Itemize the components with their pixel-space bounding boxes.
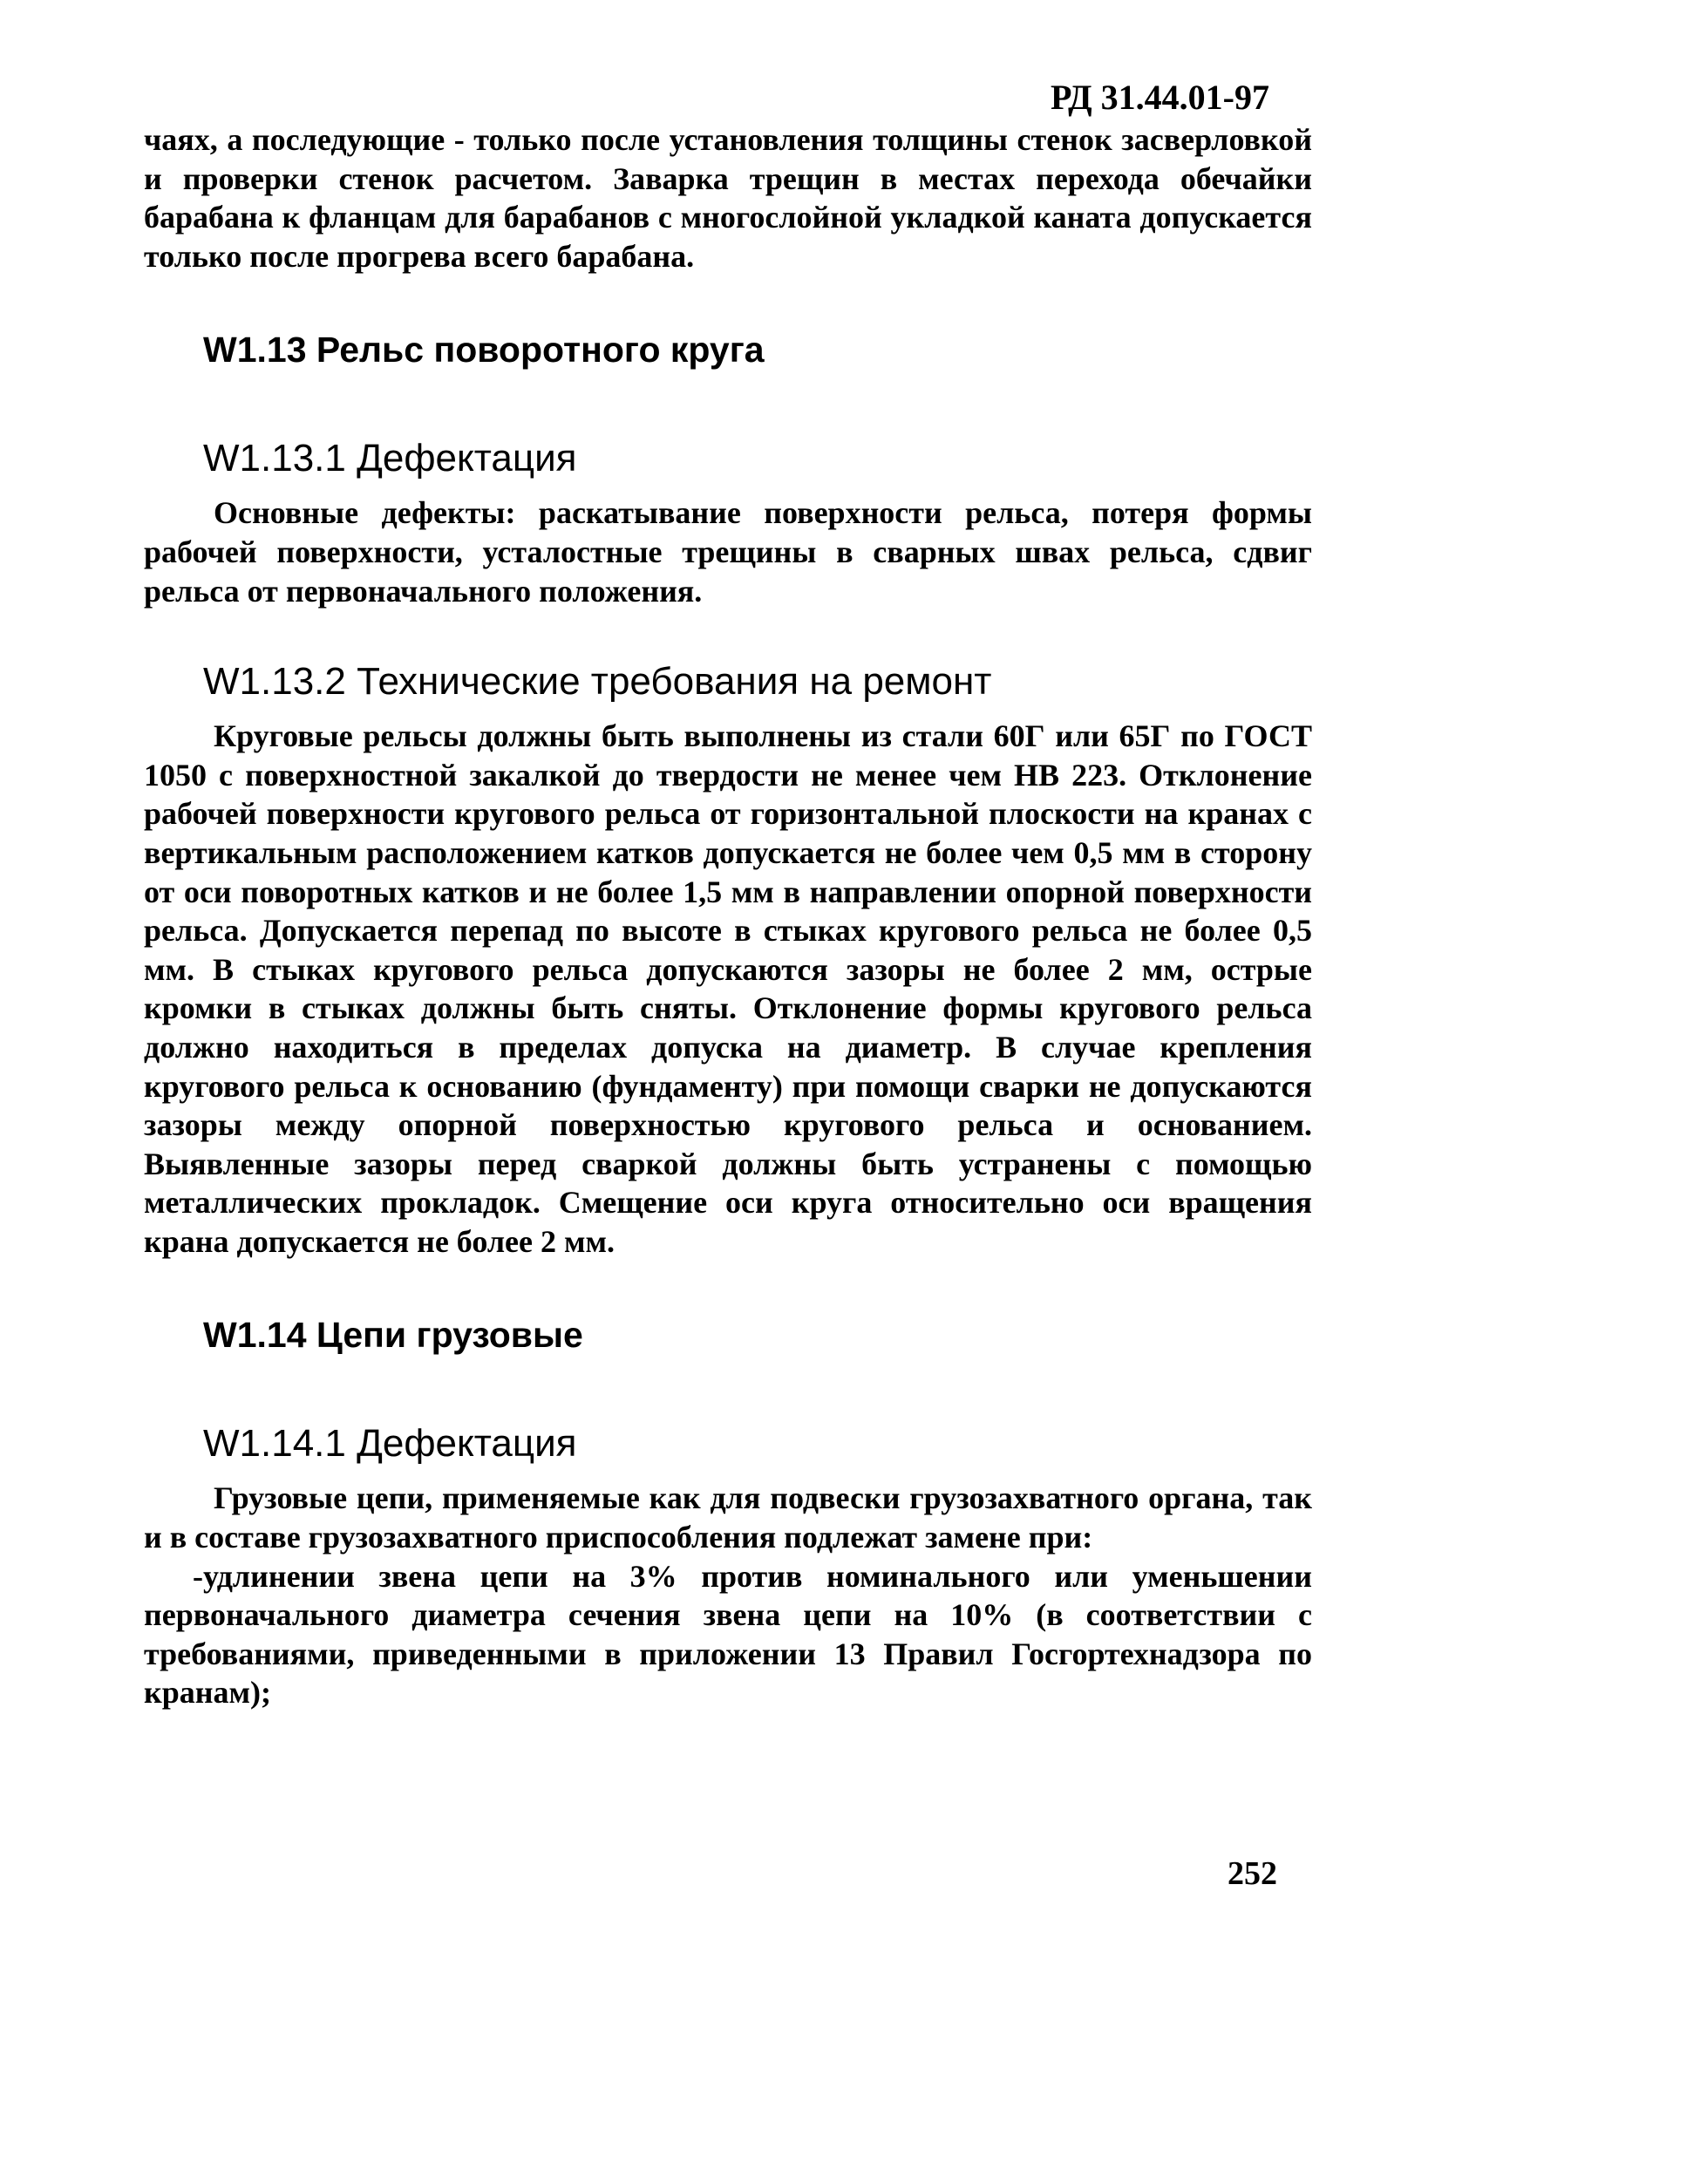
subsection-heading-w1-13-2: W1.13.2 Технические требования на ремонт [203, 660, 992, 704]
chains-replacement-item: -удлинении звена цепи на 3% против номинального или уменьшении первоначального диаметра сечения звена цепи на 10% (в соответствии с требованиями, приведенными в приложении 13 Правил Госгортехнадзора по кранам); [144, 1558, 1312, 1711]
page-content [144, 120, 1312, 1712]
defects-paragraph-w1-13-1: Основные дефекты: раскатывание поверхности рельса, потеря формы рабочей поверхности, усталостные трещины в сварных швах рельса, сдвиг рельса от первоначального положения. [144, 495, 1312, 609]
subsection-heading-w1-14-1: W1.14.1 Дефектация [203, 1422, 577, 1466]
intro-paragraph: чаях, а последующие - только после установления толщины стенок засверловкой и проверки стенок расчетом. Заварка трещин в местах перехода обечайки барабана к фланцам для барабанов с многослойной укладкой каната допускается только после прогрева всего барабана. [144, 122, 1312, 274]
subsection-heading-w1-13-1: W1.13.1 Дефектация [203, 437, 577, 480]
chains-replacement-paragraph: Грузовые цепи, применяемые как для подвески грузозахватного органа, так и в составе грузозахватного приспособления подлежат замене при: [144, 1480, 1312, 1555]
section-heading-w1-14: W1.14 Цепи грузовые [203, 1315, 583, 1356]
repair-requirements-paragraph: Круговые рельсы должны быть выполнены из стали 60Г или 65Г по ГОСТ 1050 с поверхностной закалкой до твердости не менее чем НВ 223. Отклонение рабочей поверхности кругового рельса от горизонтальной плоскости на кранах с вертикальным расположением катков допускается не более чем 0,5 мм в сторону от оси поворотных катков и не более 1,5 мм в направлении опорной поверхности рельса. Допускается перепад по высоте в стыках кругового рельса не более 0,5 мм. В стыках кругового рельса допускаются зазоры не более 2 мм, острые кромки в стыках должны быть сняты. Отклонение формы кругового рельса должно находиться в пределах допуска на диаметр. В случае крепления кругового рельса к основанию (фундаменту) при помощи сварки не допускаются зазоры между опорной поверхностью кругового рельса и основанием. Выявленные зазоры перед сваркой должны быть устранены с помощью металлических прокладок. Смещение оси круга относительно оси вращения крана допускается не более 2 мм. [144, 718, 1312, 1259]
page-number: 252 [1228, 1855, 1277, 1892]
section-heading-w1-13: W1.13 Рельс поворотного круга [203, 330, 765, 371]
document-code: РД 31.44.01-97 [1051, 78, 1269, 117]
